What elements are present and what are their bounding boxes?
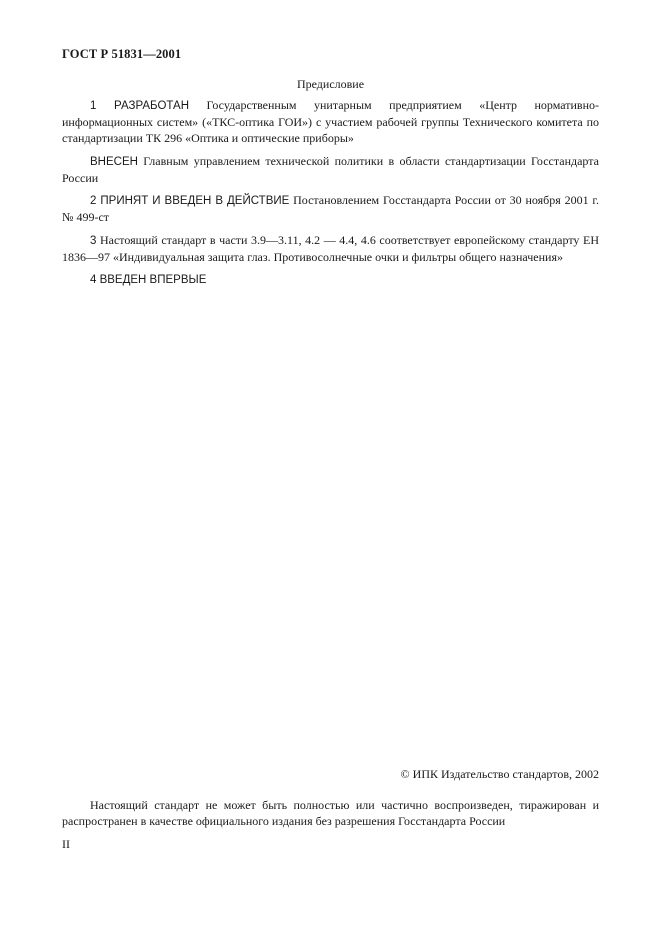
paragraph-lead: 1 РАЗРАБОТАН (90, 100, 190, 112)
paragraph-lead: 4 ВВЕДЕН ВПЕРВЫЕ (90, 274, 207, 286)
paragraph-first-introduced (62, 271, 599, 288)
paragraph-text: Главным управлением технической политики в области стандартизации Госстандарта России (62, 154, 599, 185)
paragraph-text: Настоящий стандарт в части 3.9—3.11, 4.2 — 4.4, 4.6 соответствует европейскому стандарту ЕН 1836—97 «Индивидуальная защита глаз. Противосолнечные очки и фильтры общего назначения» (62, 233, 599, 264)
paragraph-developed-by (62, 97, 599, 146)
reproduction-notice: Настоящий стандарт не может быть полностью или частично воспроизведен, тиражирован и распространен в качестве официального издания без разрешения Госстандарта России (62, 798, 599, 828)
document-code: ГОСТ Р 51831—2001 (62, 47, 182, 61)
copyright-line: © ИПК Издательство стандартов, 2002 (400, 767, 599, 781)
paragraph-adopted (62, 192, 599, 225)
paragraph-text: Государственным унитарным предприятием «Центр нормативно-информационных систем» («ТКС-оптика ГОИ») с участием рабочей группы Технического комитета по стандартизации ТК 296 «Оптика и оптические приборы» (62, 98, 599, 145)
paragraph-introduced-by (62, 153, 599, 186)
paragraph-conformity (62, 232, 599, 265)
paragraph-text: Постановлением Госстандарта России от 30 ноября 2001 г. № 499-ст (62, 193, 599, 224)
paragraph-lead: ВНЕСЕН (90, 156, 138, 168)
paragraph-lead: 2 ПРИНЯТ И ВВЕДЕН В ДЕЙСТВИЕ (90, 195, 290, 207)
section-title: Предисловие (296, 77, 365, 91)
paragraph-lead: 3 (90, 235, 97, 247)
page-number: II (62, 837, 70, 851)
